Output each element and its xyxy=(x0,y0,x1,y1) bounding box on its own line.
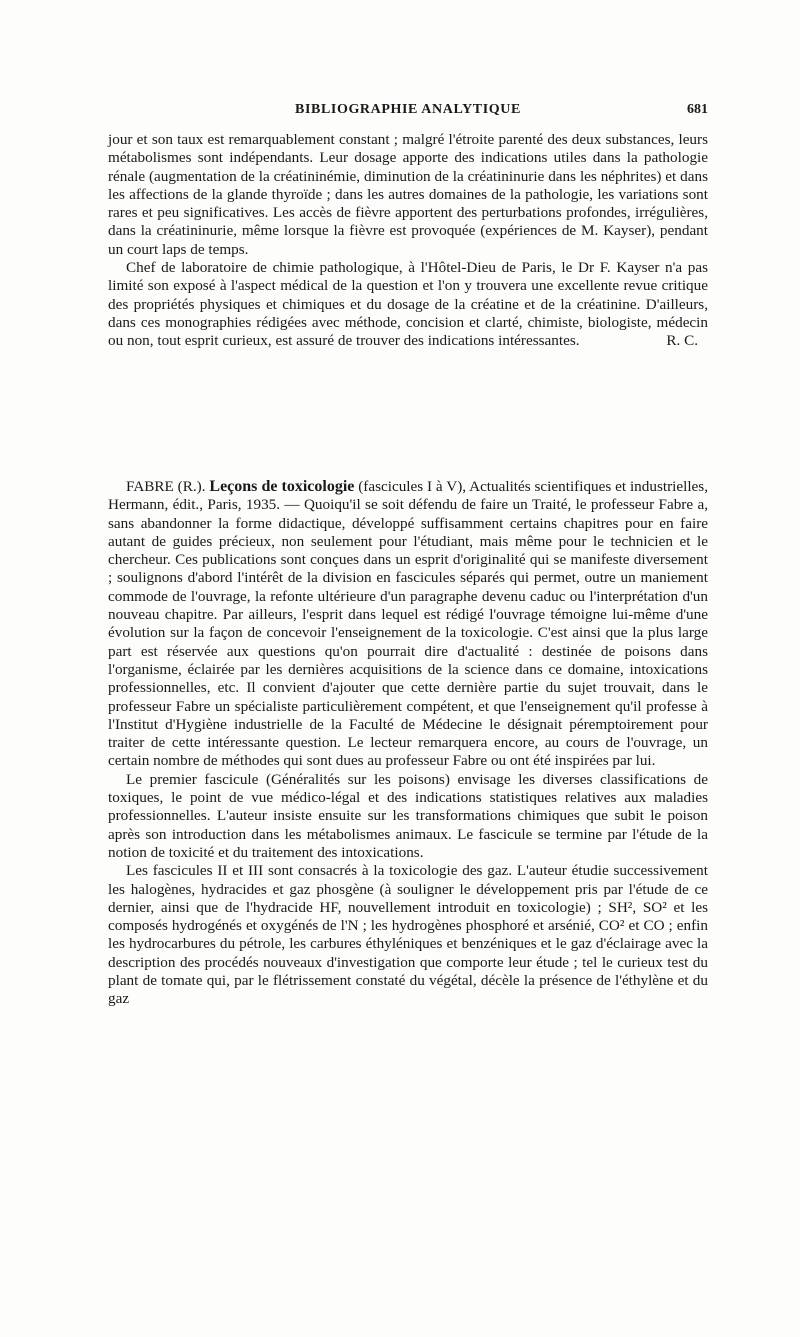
review-fabre xyxy=(108,478,708,1009)
review-kayser-paragraph-2 xyxy=(108,259,708,350)
review-kayser xyxy=(108,131,708,351)
page-number: 681 xyxy=(687,102,708,117)
running-title: BIBLIOGRAPHIE ANALYTIQUE xyxy=(295,102,521,117)
review-kayser-paragraph-1: jour et son taux est remarquablement constant ; malgré l'étroite parenté des deux substances, leurs métabolismes sont indépendants. Leur dosage apporte des indications utiles dans la pathologie rénale (augmentation de la créatininémie, diminution de la créatininurie dans les néphrites) et dans les affections de la glande thyroïde ; dans les autres domaines de la pathologie, les variations sont rares et peu significatives. Les accès de fièvre apportent des perturbations profondes, irrégulières, dans la créatininurie, même lorsque la fièvre est provoquée (expériences de M. Kayser), pendant un court laps de temps. xyxy=(108,131,708,258)
review-fabre-paragraph-3: Les fascicules II et III sont consacrés à la toxicologie des gaz. L'auteur étudie successivement les halogènes, hydracides et gaz phosgène (à souligner le développement pris par l'étude de ce dernier, ainsi que de l'hydracide HF, nouvellement introduit en toxicologie) ; SH², SO² et les composés hydrogénés et oxygénés de l'N ; les hydrogènes phosphoré et arsénié, CO² et CO ; enfin les hydrocarbures du pétrole, les carbures éthyléniques et benzéniques et le gaz d'éclairage avec la description des procédés nouveaux d'investigation que comporte leur étude ; tel le curieux test du plant de tomate qui, par le flétrissement constaté du végétal, décèle la présence de l'éthylène et du gaz xyxy=(108,862,708,1008)
review-fabre-paragraph-1 xyxy=(108,478,708,771)
review-author: FABRE (R.). xyxy=(126,478,206,495)
page-header xyxy=(108,102,708,124)
review-kayser-paragraph-2-text: Chef de laboratoire de chimie pathologique, à l'Hôtel-Dieu de Paris, le Dr F. Kayser n'a pas limité son exposé à l'aspect médical de la question et l'on y trouvera une excellente revue critique des propriétés physiques et chimiques et du dosage de la créatine et de la créatinine. D'ailleurs, dans ces monographies rédigées avec méthode, concision et clarté, chimiste, biologiste, médecin ou non, tout esprit curieux, est assuré de trouver des indications intéressantes. xyxy=(108,259,708,350)
reviewer-initials: R. C. xyxy=(666,332,698,350)
review-fabre-paragraph-2: Le premier fascicule (Généralités sur les poisons) envisage les diverses classifications de toxiques, le point de vue médico-légal et des indications statistiques relatives aux maladies professionnelles. L'auteur insiste ensuite sur les transformations chimiques que subit le poison après son introduction dans les métabolismes animaux. Le fascicule se termine par l'étude de la notion de toxicité et du traitement des intoxications. xyxy=(108,770,708,861)
book-title: Leçons de toxicologie xyxy=(209,478,355,495)
review-fabre-paragraph-1-text: (fascicules I à V), Actualités scientifiques et industrielles, Hermann, édit., Paris, 1935. — Quoiqu'il se soit défendu de faire un Traité, le professeur Fabre a, sans abandonner la forme didactique, développé suffisamment certains chapitres pour en faire autant de guides précieux, non seulement pour l'étudiant, mais même pour le technicien et le chercheur. Ces publications sont conçues dans un esprit d'originalité qui se manifeste diversement ; soulignons d'abord l'intérêt de la division en fascicules séparés qui permet, outre un maniement commode de l'ouvrage, la refonte ultérieure d'un paragraphe devenu caduc ou l'interprétation d'un nouveau chapitre. Par ailleurs, l'esprit dans lequel est rédigé l'ouvrage témoigne lui-même d'une évolution sur la façon de concevoir l'enseignement de la toxicologie. C'est ainsi que la plus large part est réservée aux questions qu'on pourrait dire d'actualité : destinée de poisons dans l'organisme, éclairée par les dernières acquisitions de la science dans ce domaine, intoxications professionnelles, etc. Il convient d'ajouter que cette dernière partie du sujet trouvait, dans le professeur Fabre un spécialiste particulièrement compétent, et que l'enseignement qu'il professe à l'Institut d'Hygiène industrielle de la Faculté de Médecine le désignait péremptoirement pour traiter de cette intéressante question. Le lecteur remarquera encore, au cours de l'ouvrage, un certain nombre de méthodes qui sont dues au professeur Fabre ou ont été inspirées par lui. xyxy=(108,478,708,770)
